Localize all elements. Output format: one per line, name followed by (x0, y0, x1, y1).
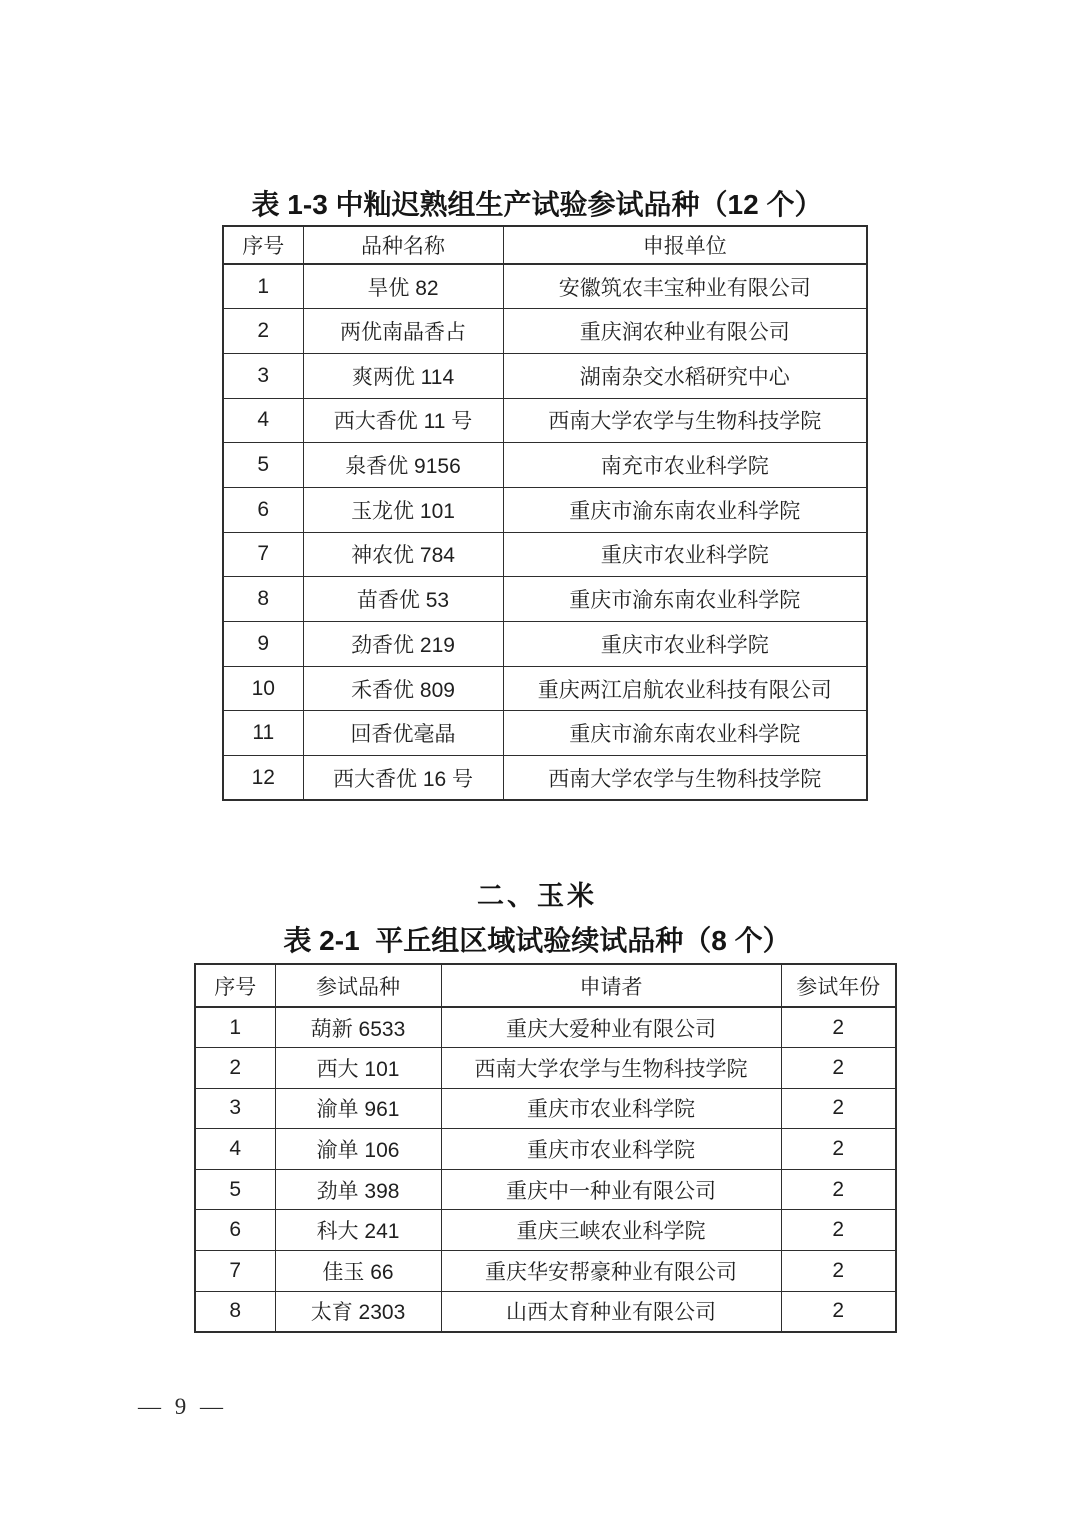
rice-production-trial-table (222, 225, 868, 801)
page-number: — 9 — (138, 1394, 227, 1419)
table-cell: 1 (195, 1007, 275, 1048)
table-row (223, 622, 867, 667)
table-cell: 2 (781, 1210, 896, 1251)
table-cell: 2 (781, 1291, 896, 1332)
table-cell: 渝单 961 (275, 1088, 441, 1129)
table-cell: 3 (223, 353, 303, 398)
table-cell: 泉香优 9156 (303, 443, 503, 488)
table-cell: 2 (781, 1251, 896, 1292)
table-cell: 安徽筑农丰宝种业有限公司 (503, 264, 867, 309)
table-2-1-title: 表 2-1 平丘组区域试验续试品种（8 个） (283, 925, 791, 956)
table-cell: 8 (195, 1291, 275, 1332)
table-cell: 禾香优 809 (303, 666, 503, 711)
corn-regional-trial-table (194, 963, 897, 1333)
table-cell: 葫新 6533 (275, 1007, 441, 1048)
table-row (223, 443, 867, 488)
table-cell: 西南大学农学与生物科技学院 (503, 398, 867, 443)
table-row (223, 711, 867, 756)
column-header: 序号 (195, 964, 275, 1007)
column-header: 品种名称 (303, 226, 503, 264)
table-cell: 西南大学农学与生物科技学院 (441, 1048, 781, 1089)
table-cell: 4 (223, 398, 303, 443)
table-cell: 重庆市渝东南农业科学院 (503, 487, 867, 532)
table-row (195, 1048, 896, 1089)
table-row (195, 1169, 896, 1210)
table-cell: 重庆大爱种业有限公司 (441, 1007, 781, 1048)
table-header-row (195, 964, 896, 1007)
table-cell: 渝单 106 (275, 1129, 441, 1170)
table-row (195, 1291, 896, 1332)
table-1-3-title: 表 1-3 中籼迟熟组生产试验参试品种（12 个） (251, 189, 823, 220)
table-cell: 重庆市渝东南农业科学院 (503, 577, 867, 622)
table-cell: 西大香优 16 号 (303, 756, 503, 801)
table-row (195, 1007, 896, 1048)
table-cell: 重庆市农业科学院 (441, 1129, 781, 1170)
table-cell: 2 (781, 1169, 896, 1210)
table-cell: 湖南杂交水稻研究中心 (503, 353, 867, 398)
table-cell: 2 (195, 1048, 275, 1089)
table-cell: 重庆市农业科学院 (503, 532, 867, 577)
table-cell: 劲香优 219 (303, 622, 503, 667)
table-cell: 6 (195, 1210, 275, 1251)
column-header: 参试品种 (275, 964, 441, 1007)
table-row (223, 264, 867, 309)
table-cell: 科大 241 (275, 1210, 441, 1251)
table-cell: 劲单 398 (275, 1169, 441, 1210)
table-cell: 重庆市农业科学院 (441, 1088, 781, 1129)
table-cell: 西大 101 (275, 1048, 441, 1089)
table-cell: 神农优 784 (303, 532, 503, 577)
table-cell: 爽两优 114 (303, 353, 503, 398)
table-cell: 太育 2303 (275, 1291, 441, 1332)
column-header: 申请者 (441, 964, 781, 1007)
column-header: 参试年份 (781, 964, 896, 1007)
column-header: 申报单位 (503, 226, 867, 264)
table-row (195, 1088, 896, 1129)
table-header-row (223, 226, 867, 264)
table-cell: 12 (223, 756, 303, 801)
table-cell: 10 (223, 666, 303, 711)
table-row (223, 353, 867, 398)
table-cell: 3 (195, 1088, 275, 1129)
table-cell: 7 (223, 532, 303, 577)
table-row (195, 1251, 896, 1292)
column-header: 序号 (223, 226, 303, 264)
table-cell: 2 (781, 1007, 896, 1048)
table-row (195, 1129, 896, 1170)
table-cell: 重庆润农种业有限公司 (503, 309, 867, 354)
table-cell: 西南大学农学与生物科技学院 (503, 756, 867, 801)
table-row (223, 577, 867, 622)
table-cell: 7 (195, 1251, 275, 1292)
table-cell: 重庆华安帮豪种业有限公司 (441, 1251, 781, 1292)
table-cell: 重庆市农业科学院 (503, 622, 867, 667)
table-cell: 旱优 82 (303, 264, 503, 309)
table-cell: 9 (223, 622, 303, 667)
table-cell: 2 (781, 1048, 896, 1089)
table-cell: 8 (223, 577, 303, 622)
table-cell: 佳玉 66 (275, 1251, 441, 1292)
table-row (195, 1210, 896, 1251)
table-row (223, 756, 867, 801)
table-cell: 2 (223, 309, 303, 354)
table-cell: 两优南晶香占 (303, 309, 503, 354)
table-cell: 11 (223, 711, 303, 756)
table-row (223, 532, 867, 577)
table-row (223, 487, 867, 532)
table-cell: 2 (781, 1129, 896, 1170)
table-row (223, 309, 867, 354)
table-cell: 6 (223, 487, 303, 532)
table-1-3-container (222, 225, 868, 801)
section-corn-title: 二、玉米 (477, 881, 597, 911)
table-cell: 回香优毫晶 (303, 711, 503, 756)
table-cell: 重庆中一种业有限公司 (441, 1169, 781, 1210)
table-cell: 重庆市渝东南农业科学院 (503, 711, 867, 756)
table-cell: 南充市农业科学院 (503, 443, 867, 488)
table-cell: 1 (223, 264, 303, 309)
table-cell: 重庆三峡农业科学院 (441, 1210, 781, 1251)
table-cell: 苗香优 53 (303, 577, 503, 622)
table-cell: 玉龙优 101 (303, 487, 503, 532)
table-cell: 5 (195, 1169, 275, 1210)
table-row (223, 398, 867, 443)
table-cell: 西大香优 11 号 (303, 398, 503, 443)
table-2-1-container (194, 963, 897, 1333)
table-cell: 山西太育种业有限公司 (441, 1291, 781, 1332)
table-cell: 4 (195, 1129, 275, 1170)
table-cell: 5 (223, 443, 303, 488)
table-cell: 重庆两江启航农业科技有限公司 (503, 666, 867, 711)
table-cell: 2 (781, 1088, 896, 1129)
table-row (223, 666, 867, 711)
